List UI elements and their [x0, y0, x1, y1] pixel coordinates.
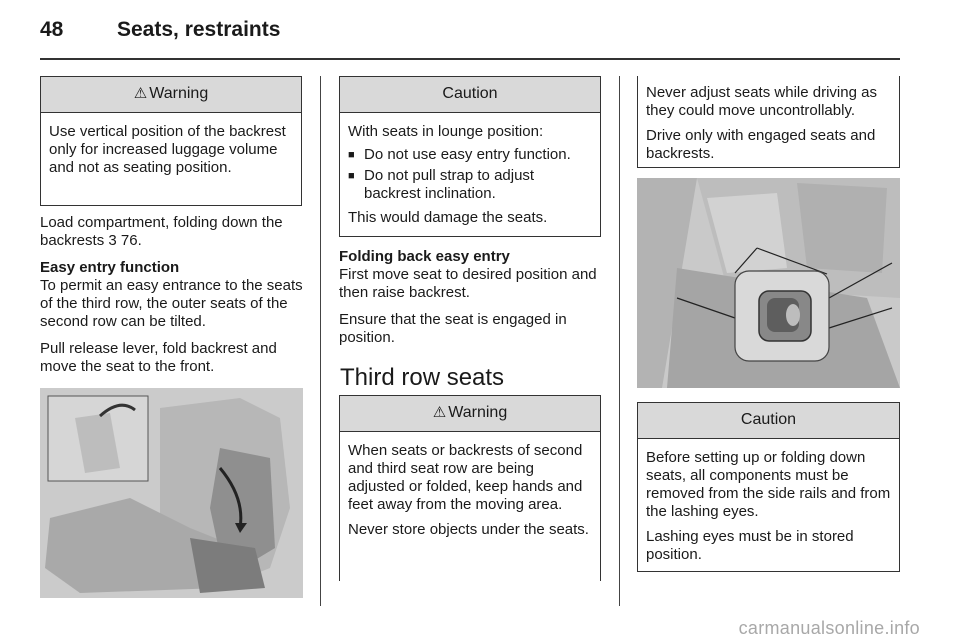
bullet-square-icon: ■ — [348, 149, 355, 161]
load-compartment-ref: 76. — [120, 232, 142, 249]
caution-box-body — [638, 439, 899, 577]
warning-title: Warning — [149, 85, 209, 102]
caution-box-lounge — [339, 76, 601, 237]
caution-box-lashing — [637, 402, 900, 572]
warning-title: Warning — [448, 404, 508, 421]
caution-title: Caution — [740, 411, 797, 428]
easy-entry-heading: Easy entry function — [40, 259, 180, 276]
warning-box-continued — [637, 76, 900, 168]
load-compartment-text: Load compartment, folding down the backrests — [40, 214, 283, 249]
lashing-eye-illustration — [637, 178, 900, 388]
col2-body — [339, 248, 605, 356]
caution-text-2: Lashing eyes must be in stored position. — [646, 528, 854, 563]
caution-box-header — [340, 77, 600, 113]
caution-box-header — [638, 403, 899, 439]
watermark: carmanualsonline.info — [738, 618, 920, 638]
pull-release-text: Pull release lever, fold backrest and move the seat to the front. — [40, 340, 277, 375]
caution-outro: This would damage the seats. — [348, 209, 548, 226]
seat-illustration-easy-entry — [40, 388, 303, 598]
warning-triangle-icon: ⚠ — [133, 85, 148, 102]
page-ref-icon: 3 — [108, 232, 117, 249]
warning-continued-body — [638, 76, 899, 176]
warning-box-header — [340, 396, 600, 432]
section-title: Seats, restraints — [117, 18, 281, 41]
easy-entry-text: To permit an easy entrance to the seats of the third row, the outer seats of the second row can be tilted. — [40, 277, 303, 330]
warning-box-body — [340, 432, 600, 552]
folding-back-heading: Folding back easy entry — [339, 248, 510, 265]
load-compartment-paragraph — [40, 214, 306, 250]
warning-box-header — [41, 77, 301, 113]
warning-text-2: Never store objects under the seats. — [348, 521, 589, 538]
caution-intro: With seats in lounge position: — [348, 123, 544, 140]
column-divider-1 — [320, 76, 321, 606]
col1-body — [40, 214, 306, 385]
ensure-engaged-text: Ensure that the seat is engaged in position. — [339, 311, 567, 346]
caution-title: Caution — [442, 85, 498, 102]
warning-text: Use vertical position of the backrest only for increased luggage volume and not as seating position. — [49, 123, 286, 176]
continued-text-2: Drive only with engaged seats and backrests. — [646, 127, 876, 162]
caution-bullet-text: Do not use easy entry function. — [364, 146, 571, 163]
page-number: 48 — [40, 18, 64, 41]
caution-text-1: Before setting up or folding down seats, all components must be removed from the side rails and from the lashing eyes. — [646, 449, 891, 520]
seat-easy-entry-drawing — [40, 388, 303, 598]
folding-back-text: First move seat to desired position and then raise backrest. — [339, 266, 597, 301]
warning-triangle-icon: ⚠ — [432, 404, 447, 421]
caution-bullet-2 — [348, 167, 592, 203]
warning-box-body — [41, 113, 301, 190]
caution-bullet-1 — [348, 146, 592, 164]
warning-box-third-row — [339, 395, 601, 581]
caution-box-body — [340, 113, 600, 240]
caution-bullet-text: Do not pull strap to adjust backrest inclination. — [364, 167, 535, 202]
column-divider-2 — [619, 76, 620, 606]
warning-box-vertical-backrest — [40, 76, 302, 206]
bullet-square-icon: ■ — [348, 170, 355, 182]
lashing-eye-drawing — [637, 178, 900, 388]
continued-text-1: Never adjust seats while driving as they could move uncontrollably. — [646, 84, 877, 119]
third-row-seats-heading: Third row seats — [340, 364, 505, 391]
warning-text-1: When seats or backrests of second and third seat row are being adjusted or folded, keep hands and feet away from the moving area. — [348, 442, 583, 513]
header-rule — [40, 58, 900, 60]
